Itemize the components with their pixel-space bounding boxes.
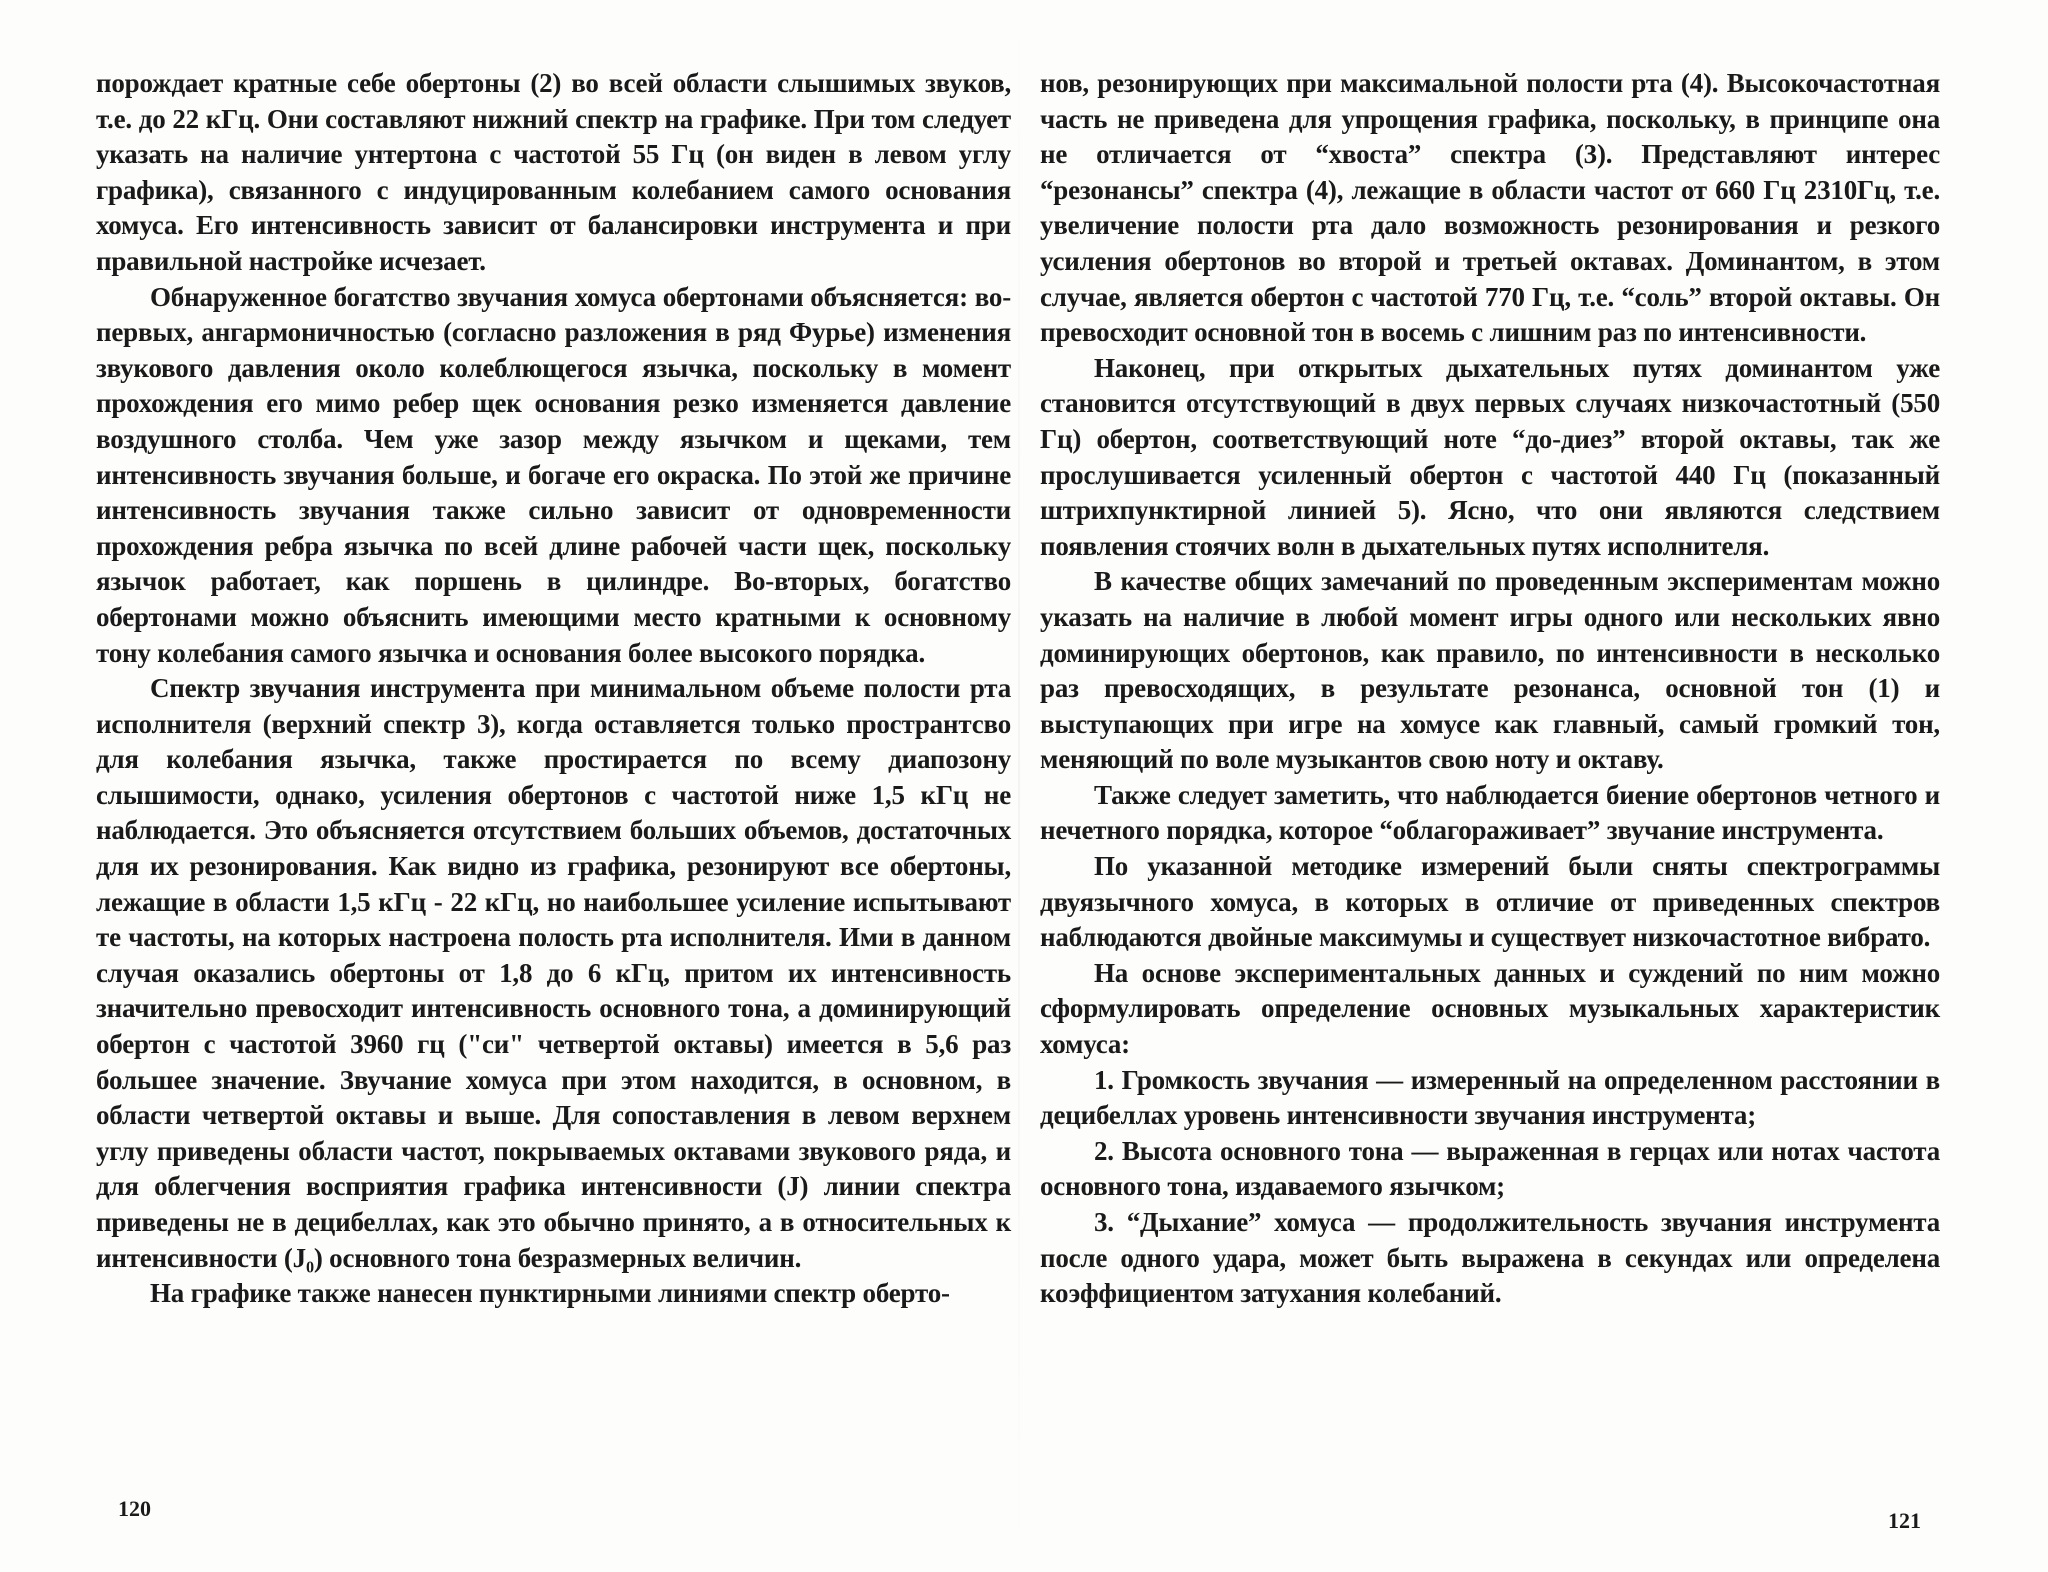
- left-page: [96, 66, 1011, 1312]
- left-paragraph-1: порождает кратные себе обертоны (2) во всей области слышимых звуков, т.е. до 22 кГц. Они составляют нижний спектр на графике. При том следует указать на наличие унтертона с частотой 55 Гц (он виден в левом углу графика), связанного с индуцированным колебанием самого основания хомуса. Его интенсивность зависит от балансировки инструмента и при правильной настройке исчезает.: [96, 68, 1011, 276]
- right-paragraph-6: На основе экспериментальных данных и суждений по ним можно сформулировать определение основных музыкальных характеристик хомуса:: [1040, 957, 1940, 1060]
- right-paragraph-5: По указанной методике измерений были сняты спектрограммы двуязычного хомуса, в которых в отличие от приведенных спектров наблюдаются двойные максимумы и существует низкочастотное вибрато.: [1040, 851, 1940, 953]
- right-list-item-1: 1. Громкость звучания — измеренный на определенном расстоянии в децибеллах уровень интенсивности звучания инструмента;: [1040, 1064, 1940, 1131]
- right-page: [1040, 66, 1940, 1312]
- left-paragraph-4: На графике также нанесен пунктирными линиями спектр оберто-: [150, 1278, 950, 1309]
- right-paragraph-2: Наконец, при открытых дыхательных путях доминантом уже становится отсутствующий в двух первых случаях низкочастотный (550 Гц) обертон, соответствующий ноте “до-диез” второй октавы, так же прослушивается усиленный обертон с частотой 440 Гц (показанный штрихпунктирной линией 5). Ясно, что они являются следствием появления стоячих волн в дыхательных путях исполнителя.: [1040, 352, 1940, 561]
- book-gutter: [1018, 0, 1020, 1572]
- right-paragraph-4: Также следует заметить, что наблюдается биение обертонов четного и нечетного порядка, которое “облагораживает” звучание инструмента.: [1040, 779, 1940, 846]
- right-list-item-2: 2. Высота основного тона — выраженная в герцах или нотах частота основного тона, издаваемого язычком;: [1040, 1135, 1940, 1202]
- right-page-number: 121: [1888, 1508, 1921, 1533]
- right-paragraph-1: нов, резонирующих при максимальной полости рта (4). Высокочастотная часть не приведена для упрощения графика, поскольку, в принципе она не отличается от “хвоста” спектра (3). Представляют интерес “резонансы” спектра (4), лежащие в области частот от 660 Гц 2310Гц, т.е. увеличение полости рта дало возможность резонирования и резкого усиления обертонов во второй и третьей октавах. Доминантом, в этом случае, является обертон с частотой 770 Гц, т.е. “соль” второй октавы. Он превосходит основной тон в восемь с лишним раз по интенсивности.: [1040, 68, 1940, 348]
- left-paragraph-3: Спектр звучания инструмента при минимальном объеме полости рта исполнителя (верхний спектр 3), когда оставляется только пространтсво для колебания язычка, также простирается по всему диапозону слышимости, однако, усиления обертонов с частотой ниже 1,5 кГц не наблюдается. Это объясняется отсутствием больших объемов, достаточных для их резонирования. Как видно из графика, резонируют все обертоны, лежащие в области 1,5 кГц - 22 кГц, но наибольшее усиление испытывают те частоты, на которых настроена полость рта исполнителя. Ими в данном случая оказались обертоны от 1,8 до 6 кГц, притом их интенсивность значительно превосходит интенсивность основного тона, а доминирующий обертон с частотой 3960 гц ("си" четвертой октавы) имеется в 5,6 раз большее значение. Звучание хомуса при этом находится, в основном, в области четвертой октавы и выше. Для сопоставления в левом верхнем углу приведены области частот, покрываемых октавами звукового ряда, и для облегчения восприятия графика интенсивности (J) линии спектра приведены не в децибеллах, как это обычно принято, а в относительных к интенсивности (J₀) основного тона безразмерных величин.: [96, 673, 1011, 1273]
- left-page-number: 120: [118, 1496, 151, 1521]
- right-paragraph-3: В качестве общих замечаний по проведенным экспериментам можно указать на наличие в любой момент игры одного или нескольких явно доминирующих обертонов, как правило, по интенсивности в несколько раз превосходящих, в результате резонанса, основной тон (1) и выступающих при игре на хомусе как главный, самый громкий тон, меняющий по воле музыкантов свою ноту и октаву.: [1040, 566, 1940, 775]
- left-paragraph-2: Обнаруженное богатство звучания хомуса обертонами объясняется: во-первых, ангармоничностью (согласно разложения в ряд Фурье) изменения звукового давления около колеблющегося язычка, поскольку в момент прохождения его мимо ребер щек основания резко изменяется давление воздушного столба. Чем уже зазор между язычком и щеками, тем интенсивность звучания больше, и богаче его окраска. По этой же причине интенсивность звучания также сильно зависит от одновременности прохождения ребра язычка по всей длине рабочей части щек, поскольку язычок работает, как поршень в цилиндре. Во-вторых, богатство обертонами можно объяснить имеющими место кратными к основному тону колебания самого язычка и основания более высокого порядка.: [96, 281, 1011, 668]
- right-list-item-3: 3. “Дыхание” хомуса — продолжительность звучания инструмента после одного удара, может быть выражена в секундах или определена коэффициентом затухания колебаний.: [1040, 1207, 1940, 1309]
